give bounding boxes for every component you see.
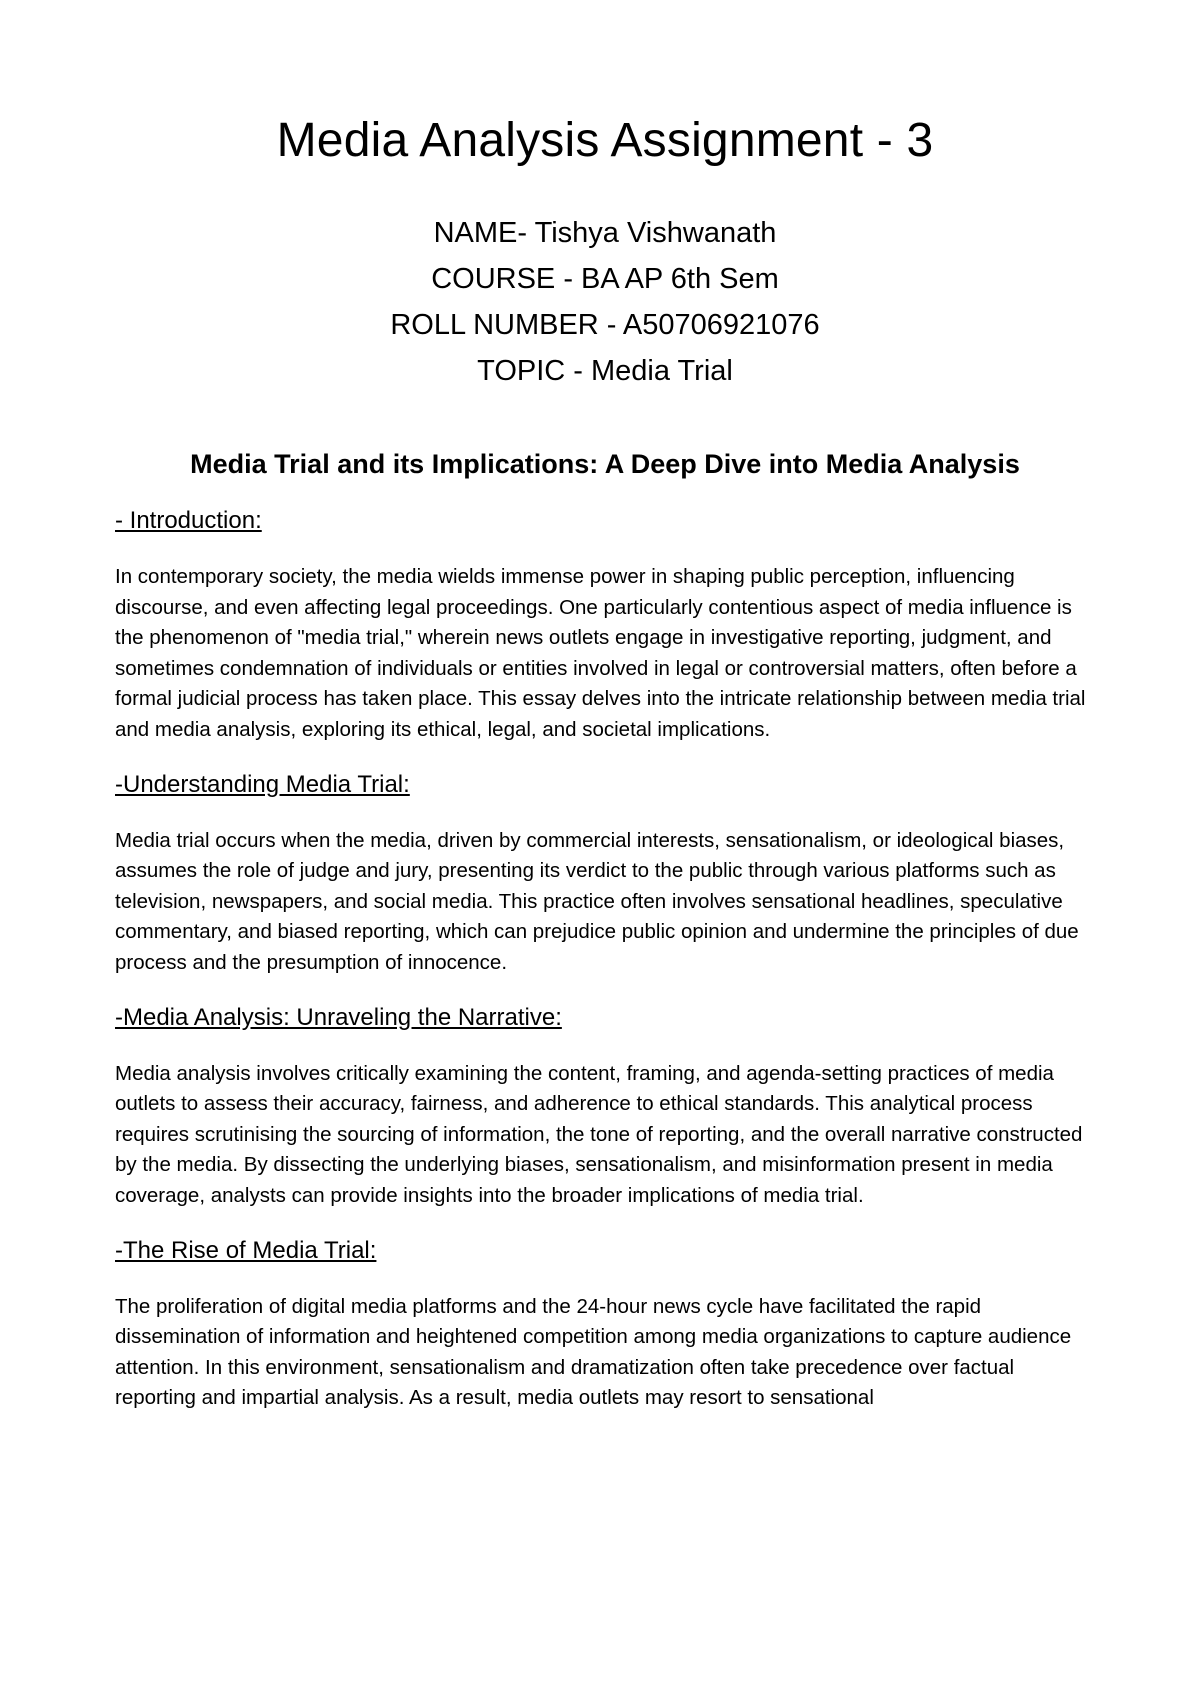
section-paragraph: The proliferation of digital media platforms and the 24-hour news cycle have facilitated the rapid dissemination of information and heightened competition among media organizations to capture audience attention. In this environment, sensationalism and dramatization often take precedence over factual reporting and impartial analysis. As a result, media outlets may resort to sensational xyxy=(115,1294,1072,1410)
student-course: COURSE - BA AP 6th Sem xyxy=(431,263,779,295)
section-paragraph: Media trial occurs when the media, driven by commercial interests, sensationalism, or ideological biases, assumes the role of judge and jury, presenting its verdict to the public through various platforms such as television, newspapers, and social media. This practice often involves sensational headlines, speculative commentary, and biased reporting, which can prejudice public opinion and undermine the principles of due process and the presumption of innocence. xyxy=(115,828,1079,974)
section-heading: -Media Analysis: Unraveling the Narrative: xyxy=(115,1003,562,1031)
section-heading: -The Rise of Media Trial: xyxy=(115,1236,377,1264)
section-introduction xyxy=(115,506,1095,746)
section-heading: -Understanding Media Trial: xyxy=(115,770,410,798)
student-name: NAME- Tishya Vishwanath xyxy=(433,217,777,249)
section-understanding-media-trial xyxy=(115,770,1095,979)
student-info xyxy=(115,210,1095,394)
document-title: Media Analysis Assignment - 3 xyxy=(276,114,934,167)
section-paragraph: In contemporary society, the media wields immense power in shaping public perception, influencing discourse, and even affecting legal proceedings. One particularly contentious aspect of media influence is the phenomenon of "media trial," wherein news outlets engage in investigative reporting, judgment, and sometimes condemnation of individuals or entities involved in legal or controversial matters, often before a formal judicial process has taken place. This essay delves into the intricate relationship between media trial and media analysis, exploring its ethical, legal, and societal implications. xyxy=(115,565,1086,741)
section-paragraph: Media analysis involves critically examining the content, framing, and agenda-setting practices of media outlets to assess their accuracy, fairness, and adherence to ethical standards. This analytical process requires scrutinising the sourcing of information, the tone of reporting, and the overall narrative constructed by the media. By dissecting the underlying biases, sensationalism, and misinformation present in media coverage, analysts can provide insights into the broader implications of media trial. xyxy=(115,1061,1083,1207)
section-rise-of-media-trial xyxy=(115,1236,1095,1414)
assignment-topic: TOPIC - Media Trial xyxy=(477,355,733,387)
section-media-analysis xyxy=(115,1003,1095,1212)
student-roll-number: ROLL NUMBER - A50706921076 xyxy=(390,309,820,341)
essay-title: Media Trial and its Implications: A Deep Dive into Media Analysis xyxy=(190,449,1020,479)
document-content xyxy=(115,112,1095,1414)
section-heading: - Introduction: xyxy=(115,507,262,534)
